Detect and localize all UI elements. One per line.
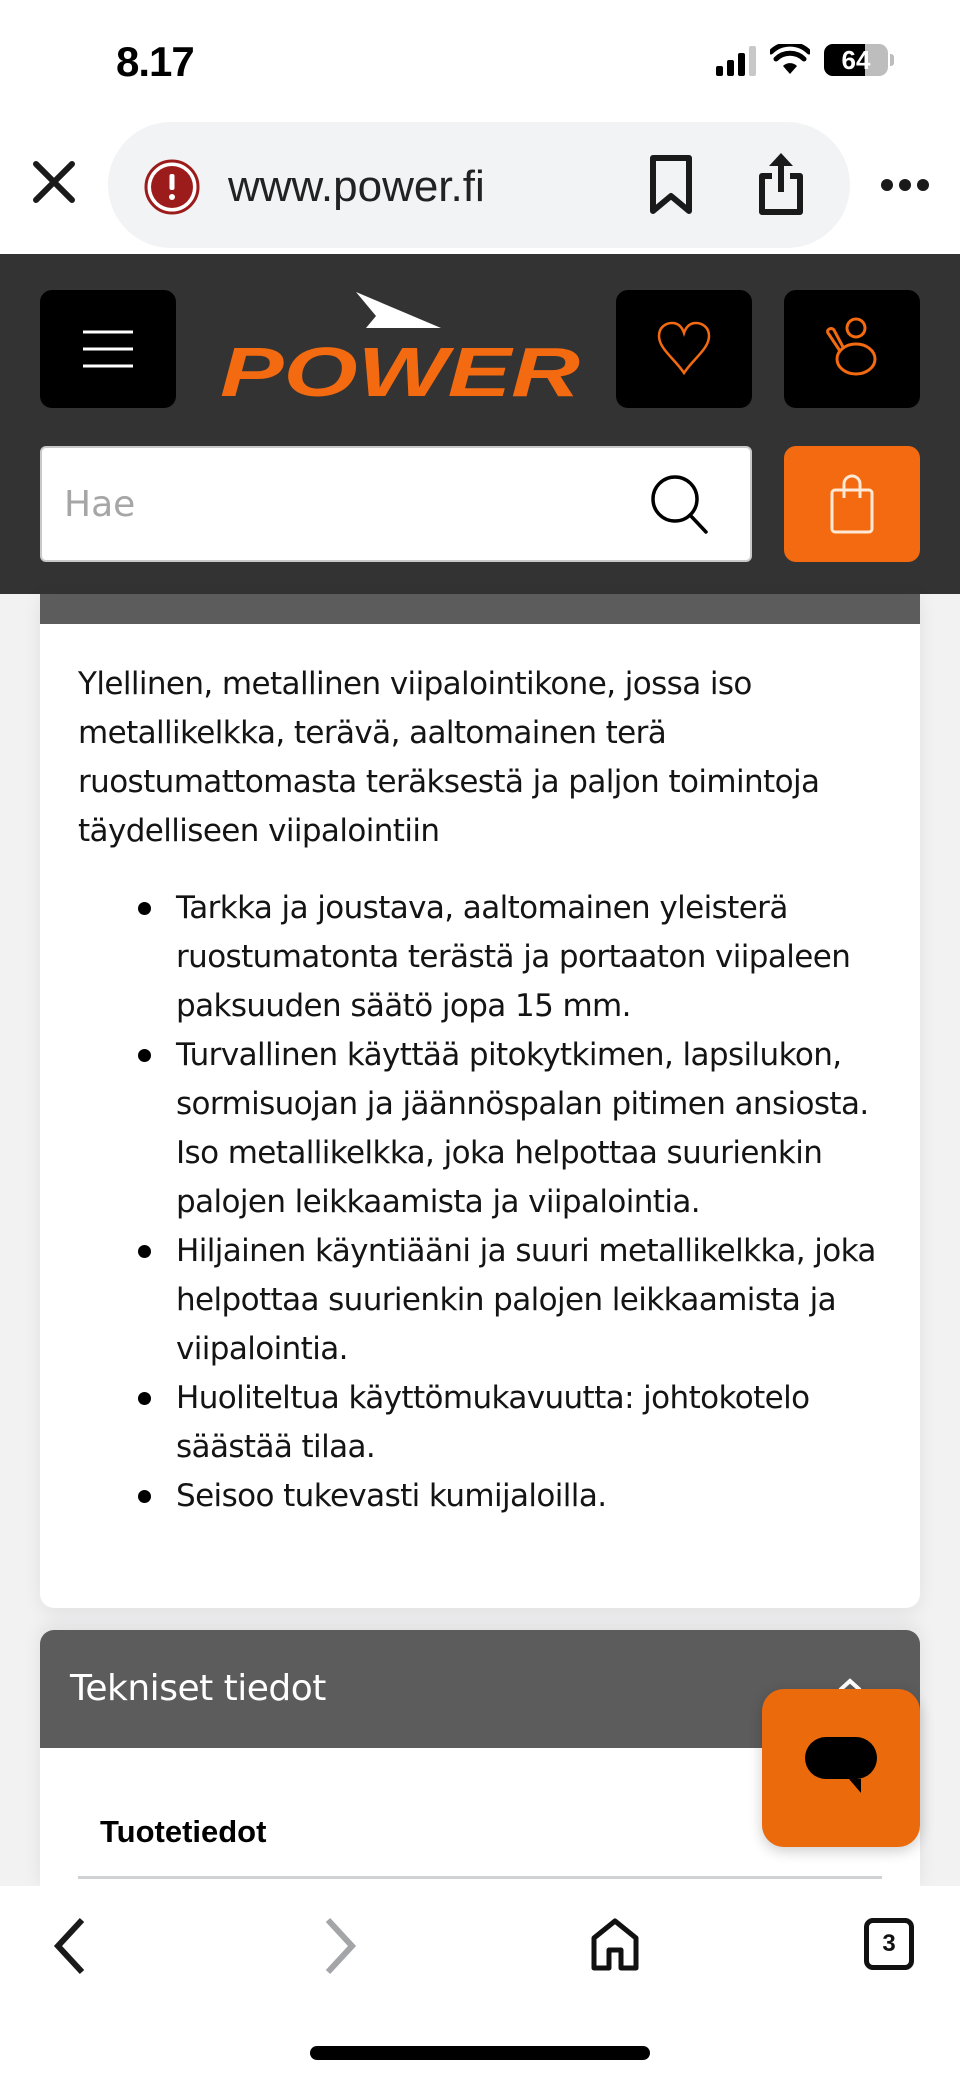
bookmark-icon[interactable] bbox=[648, 154, 694, 216]
browser-toolbar bbox=[0, 120, 960, 254]
subsection-title: Tuotetiedot bbox=[100, 1814, 267, 1849]
status-bar bbox=[0, 0, 960, 120]
close-icon[interactable] bbox=[30, 158, 78, 206]
section-title: Tekniset tiedot bbox=[70, 1668, 326, 1709]
svg-text:POWER: POWER bbox=[220, 333, 581, 410]
chat-bubble-icon bbox=[801, 1733, 881, 1803]
bullet-icon bbox=[138, 1245, 151, 1258]
feature-list bbox=[78, 884, 898, 1521]
more-options-icon[interactable] bbox=[880, 178, 930, 192]
search-icon[interactable] bbox=[648, 472, 712, 536]
share-icon[interactable] bbox=[756, 150, 806, 216]
bullet-icon bbox=[138, 902, 151, 915]
battery-level: 64 bbox=[841, 44, 871, 75]
divider bbox=[78, 1876, 882, 1879]
home-icon[interactable] bbox=[590, 1918, 640, 1972]
bullet-icon bbox=[138, 1490, 151, 1503]
tab-count: 3 bbox=[882, 1930, 896, 1957]
address-bar[interactable] bbox=[108, 122, 850, 248]
feature-item: Turvallinen käyttää pitokytkimen, lapsilukon, sormisuojan ja jäännöspalan pitimen ansiosta. Iso metallikelkka, joka helpottaa suurienkin palojen leikkaamista ja viipalointia. bbox=[78, 1031, 898, 1227]
search-input[interactable] bbox=[64, 448, 644, 560]
power-logo[interactable] bbox=[216, 290, 586, 410]
status-time: 8.17 bbox=[116, 38, 194, 85]
status-icons bbox=[716, 44, 894, 76]
hamburger-icon bbox=[83, 329, 133, 369]
product-description-card bbox=[40, 594, 920, 1608]
feature-item: Seisoo tukevasti kumijaloilla. bbox=[78, 1472, 898, 1521]
forward-icon[interactable] bbox=[320, 1916, 360, 1976]
shopping-bag-icon bbox=[830, 474, 874, 534]
cart-button[interactable] bbox=[784, 446, 920, 562]
account-button[interactable] bbox=[784, 290, 920, 408]
feature-item: Huoliteltua käyttömukavuutta: johtokotelo säästää tilaa. bbox=[78, 1374, 898, 1472]
bullet-icon bbox=[138, 1049, 151, 1062]
browser-bottom-bar bbox=[0, 1886, 960, 2078]
menu-button[interactable] bbox=[40, 290, 176, 408]
battery-icon bbox=[824, 44, 888, 76]
product-intro-text: Ylellinen, metallinen viipalointikone, jossa iso metallikelkka, terävä, aaltomainen terä ruostumattomasta teräksestä ja paljon toimintoja täydelliseen viipalointiin bbox=[78, 666, 820, 849]
warning-icon[interactable] bbox=[144, 159, 200, 215]
feature-item: Tarkka ja joustava, aaltomainen yleisterä ruostumatonta terästä ja portaaton viipaleen paksuuden säätö jopa 15 mm. bbox=[78, 884, 898, 1031]
wishlist-button[interactable] bbox=[616, 290, 752, 408]
tabs-button[interactable] bbox=[864, 1918, 914, 1970]
collapsed-section-bar[interactable] bbox=[40, 594, 920, 624]
heart-icon bbox=[655, 321, 713, 377]
chat-button[interactable] bbox=[762, 1689, 920, 1847]
back-icon[interactable] bbox=[50, 1916, 90, 1976]
url-text[interactable]: www.power.fi bbox=[228, 162, 485, 211]
feature-item: Hiljainen käyntiääni ja suuri metallikelkka, joka helpottaa suurienkin palojen leikkaamista ja viipalointia. bbox=[78, 1227, 898, 1374]
cellular-signal-icon bbox=[716, 44, 756, 76]
wifi-icon bbox=[770, 44, 810, 76]
bullet-icon bbox=[138, 1392, 151, 1405]
search-field[interactable] bbox=[40, 446, 752, 562]
user-waving-icon bbox=[820, 317, 884, 381]
home-indicator[interactable] bbox=[310, 2046, 650, 2060]
battery-tip bbox=[890, 54, 894, 66]
site-header bbox=[0, 254, 960, 594]
